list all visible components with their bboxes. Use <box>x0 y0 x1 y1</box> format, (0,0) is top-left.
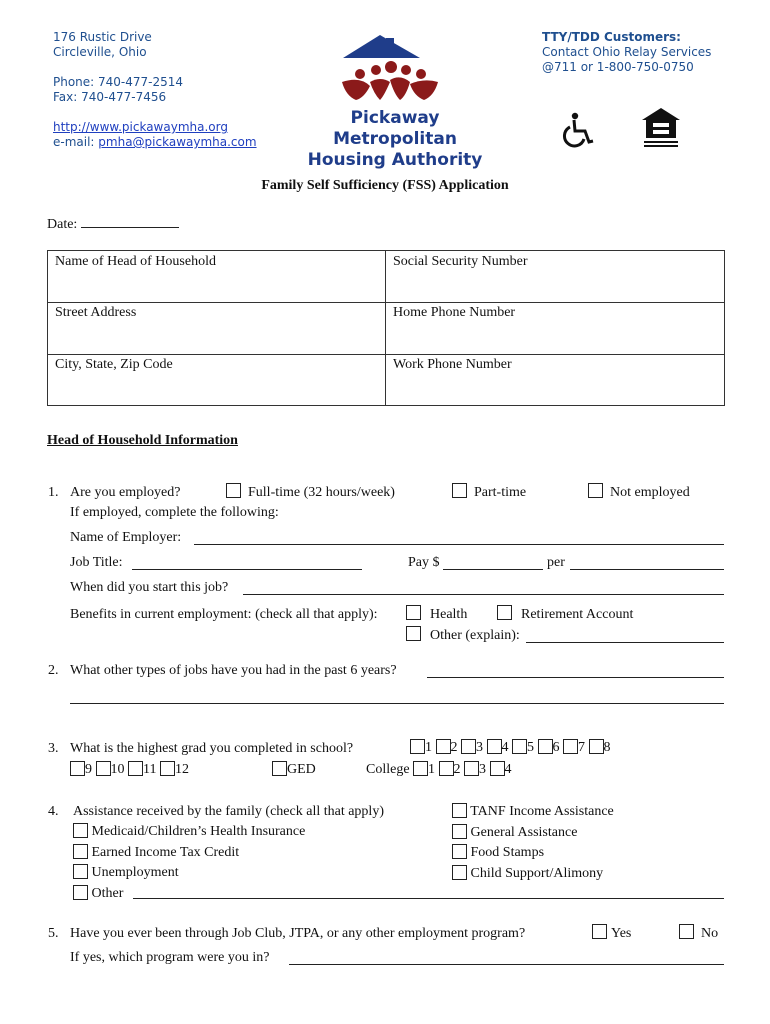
if-employed-text: If employed, complete the following: <box>70 505 279 520</box>
retirement-checkbox[interactable] <box>497 605 512 620</box>
tty-line-2: @711 or 1-800-750-0750 <box>542 60 694 74</box>
q1-number: 1. <box>48 485 59 500</box>
general-assistance-label: General Assistance <box>470 824 578 840</box>
unemployment-checkbox[interactable] <box>73 864 88 879</box>
college-2-label: 2 <box>453 762 461 777</box>
eitc-checkbox[interactable] <box>73 844 88 859</box>
date-label: Date: <box>47 217 78 232</box>
parttime-checkbox[interactable] <box>452 483 467 498</box>
grade-12-label: 12 <box>174 762 189 777</box>
college-3-checkbox[interactable] <box>464 761 479 776</box>
college-1-label: 1 <box>428 762 436 777</box>
address-line-1: 176 Rustic Drive <box>53 30 152 44</box>
tanf-checkbox[interactable] <box>452 803 467 818</box>
form-title: Family Self Sufficiency (FSS) Application <box>261 178 509 193</box>
grade-2-label: 2 <box>450 740 458 755</box>
grade-11-label: 11 <box>143 762 157 777</box>
pay-label: Pay $ <box>408 555 440 570</box>
college-options <box>366 761 512 778</box>
date-row <box>47 215 179 233</box>
eitc-label: Earned Income Tax Credit <box>91 844 240 860</box>
equal-housing-opportunity-icon <box>638 106 684 148</box>
grade-2-checkbox[interactable] <box>436 739 451 754</box>
ged-label: GED <box>287 762 316 777</box>
grade-6-label: 6 <box>552 740 560 755</box>
parttime-label: Part-time <box>474 485 527 500</box>
tty-title: TTY/TDD Customers: <box>542 30 681 44</box>
job-title-label: Job Title: <box>70 555 123 570</box>
q5-followup-field[interactable] <box>289 952 724 965</box>
college-label: College <box>366 762 410 777</box>
grade-4-checkbox[interactable] <box>487 739 502 754</box>
grade-7-checkbox[interactable] <box>563 739 578 754</box>
grade-12-checkbox[interactable] <box>160 761 175 776</box>
per-field[interactable] <box>570 557 724 570</box>
cell-head-name[interactable]: Name of Head of Household <box>55 254 216 269</box>
other-assistance-checkbox[interactable] <box>73 885 88 900</box>
yes-checkbox[interactable] <box>592 924 607 939</box>
child-support-label: Child Support/Alimony <box>470 865 604 881</box>
college-3-label: 3 <box>479 762 487 777</box>
pmha-logo <box>290 30 500 170</box>
employer-field[interactable] <box>194 532 724 545</box>
yes-label: Yes <box>611 926 632 941</box>
college-2-checkbox[interactable] <box>439 761 454 776</box>
not-employed-checkbox[interactable] <box>588 483 603 498</box>
medicaid-label: Medicaid/Children’s Health Insurance <box>91 824 306 839</box>
email-label: e-mail: <box>53 135 99 149</box>
fulltime-checkbox[interactable] <box>226 483 241 498</box>
college-4-label: 4 <box>504 762 512 777</box>
household-table <box>47 250 725 406</box>
grade-options <box>410 739 611 756</box>
grade-10-label: 10 <box>110 762 125 777</box>
fax: Fax: 740-477-7456 <box>53 90 167 104</box>
child-support-checkbox[interactable] <box>452 865 467 880</box>
grade-options-2 <box>70 761 189 778</box>
other-assistance-field[interactable] <box>133 886 724 899</box>
grade-9-label: 9 <box>85 762 92 777</box>
general-assistance-checkbox[interactable] <box>452 824 467 839</box>
assistance-right-list <box>452 802 614 884</box>
other-benefit-field[interactable] <box>526 630 724 643</box>
q2-question: What other types of jobs have you had in the past 6 years? <box>70 663 397 678</box>
fulltime-label: Full-time (32 hours/week) <box>248 485 395 500</box>
logo-line-2: Housing Authority <box>307 150 483 170</box>
grade-8-checkbox[interactable] <box>589 739 604 754</box>
not-employed-label: Not employed <box>610 485 690 500</box>
section-title: Head of Household Information <box>47 433 238 448</box>
grade-1-label: 1 <box>425 740 432 755</box>
retirement-label: Retirement Account <box>521 607 634 622</box>
q5-question: Have you ever been through Job Club, JTPA, or any other employment program? <box>70 926 526 941</box>
medicaid-checkbox[interactable] <box>73 823 88 838</box>
college-4-checkbox[interactable] <box>490 761 505 776</box>
job-title-field[interactable] <box>132 557 362 570</box>
accessibility-icon <box>560 112 598 148</box>
house-logo-icon <box>290 30 500 110</box>
grade-10-checkbox[interactable] <box>96 761 111 776</box>
food-stamps-checkbox[interactable] <box>452 844 467 859</box>
other-benefit-label: Other (explain): <box>430 628 520 643</box>
ged-checkbox[interactable] <box>272 761 287 776</box>
unemployment-label: Unemployment <box>91 865 179 880</box>
q2-field-1[interactable] <box>427 665 724 678</box>
q2-number: 2. <box>48 663 59 678</box>
grade-11-checkbox[interactable] <box>128 761 143 776</box>
pay-field[interactable] <box>443 557 543 570</box>
no-checkbox[interactable] <box>679 924 694 939</box>
website-link[interactable]: http://www.pickawaymha.org <box>53 120 228 134</box>
benefits-label: Benefits in current employment: (check all that apply): <box>70 607 378 622</box>
start-label: When did you start this job? <box>70 580 229 595</box>
tty-line-1: Contact Ohio Relay Services <box>542 45 712 59</box>
date-field[interactable] <box>81 215 179 228</box>
grade-3-checkbox[interactable] <box>461 739 476 754</box>
q4-question: Assistance received by the family (check all that apply) <box>73 804 384 819</box>
grade-5-label: 5 <box>527 740 534 755</box>
employer-label: Name of Employer: <box>70 530 182 545</box>
no-label: No <box>701 926 719 941</box>
start-field[interactable] <box>243 582 724 595</box>
other-assistance-label: Other <box>91 885 124 901</box>
other-benefit-checkbox[interactable] <box>406 626 421 641</box>
q3-number: 3. <box>48 741 59 756</box>
grade-8-label: 8 <box>603 740 611 755</box>
food-stamps-label: Food Stamps <box>470 845 545 860</box>
cell-work-phone[interactable]: Work Phone Number <box>393 357 512 372</box>
per-label: per <box>547 555 565 570</box>
grade-5-checkbox[interactable] <box>512 739 527 754</box>
logo-line-1: Pickaway Metropolitan <box>333 108 457 149</box>
q5-followup-label: If yes, which program were you in? <box>70 950 270 965</box>
phone: Phone: 740-477-2514 <box>53 75 184 89</box>
address-line-2: Circleville, Ohio <box>53 45 147 59</box>
cell-street[interactable]: Street Address <box>55 305 137 320</box>
health-checkbox[interactable] <box>406 605 421 620</box>
cell-city[interactable]: City, State, Zip Code <box>55 357 173 372</box>
grade-3-label: 3 <box>476 740 483 755</box>
grade-4-label: 4 <box>501 740 509 755</box>
email-link[interactable]: pmha@pickawaymha.com <box>98 135 257 149</box>
health-label: Health <box>430 607 468 622</box>
cell-home-phone[interactable]: Home Phone Number <box>393 305 516 320</box>
cell-ssn[interactable]: Social Security Number <box>393 254 528 269</box>
q4-number: 4. <box>48 804 59 819</box>
college-1-checkbox[interactable] <box>413 761 428 776</box>
q5-number: 5. <box>48 926 59 941</box>
grade-6-checkbox[interactable] <box>538 739 553 754</box>
grade-7-label: 7 <box>578 740 585 755</box>
q1-question: Are you employed? <box>70 485 181 500</box>
grade-9-checkbox[interactable] <box>70 761 85 776</box>
address-block <box>53 30 257 150</box>
tty-block <box>542 30 711 75</box>
q2-field-2[interactable] <box>70 691 724 704</box>
q3-question: What is the highest grad you completed in school? <box>70 741 354 756</box>
grade-1-checkbox[interactable] <box>410 739 425 754</box>
tanf-label: TANF Income Assistance <box>470 804 614 819</box>
